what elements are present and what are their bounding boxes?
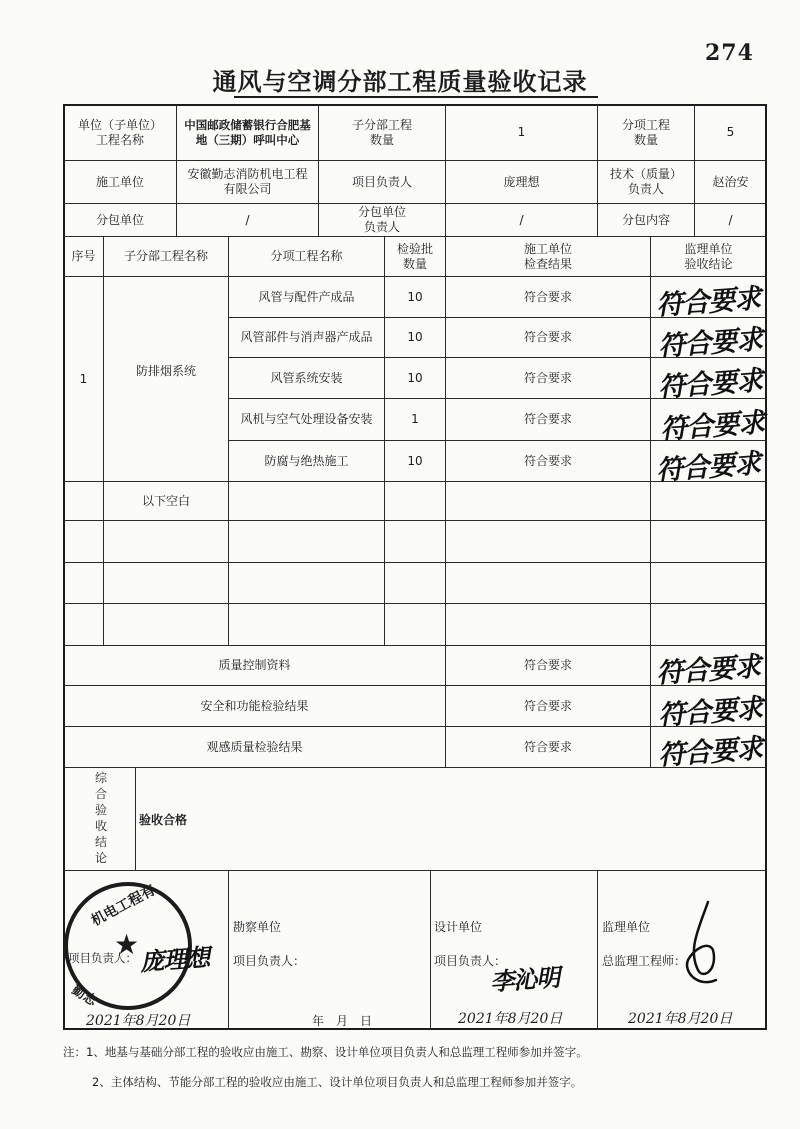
row-accept-signature: 符合要求	[659, 407, 766, 446]
design-date: 2021年8月20日	[458, 1011, 563, 1027]
grid-line	[63, 520, 767, 521]
supervision-role: 总监理工程师：	[602, 954, 687, 968]
grid-line	[63, 562, 767, 563]
stamp-text: 机电工程有	[88, 882, 159, 930]
subcontractor-value: /	[245, 212, 250, 227]
supervision-unit-label: 监理单位	[602, 920, 651, 934]
row-batch-count: 10	[407, 453, 423, 468]
survey-role: 项目负责人：	[233, 954, 306, 968]
row-accept-signature: 符合要求	[657, 365, 764, 404]
sub-content-label: 分包内容	[621, 212, 670, 227]
row-item-name: 风管部件与消声器产成品	[240, 330, 373, 344]
grid-line	[650, 236, 651, 767]
survey-date: 年 月 日	[312, 1014, 373, 1028]
summary-label: 观感质量检验结果	[206, 739, 303, 754]
grid-line	[63, 870, 767, 871]
column-header-batch: 检验批 数量	[396, 241, 433, 271]
column-header-seq: 序号	[71, 249, 96, 263]
contractor-label: 施工单位	[95, 174, 144, 189]
conclusion-text: 验收合格	[139, 813, 188, 827]
tech-label: 技术（质量） 负责人	[609, 167, 682, 196]
grid-line	[430, 870, 431, 1030]
design-unit-label: 设计单位	[434, 920, 483, 934]
summary-accept-signature: 符合要求	[657, 733, 764, 772]
column-header-item: 分项工程名称	[270, 249, 343, 263]
grid-line	[597, 870, 598, 1030]
row-check-result: 符合要求	[523, 412, 572, 426]
column-header-check: 施工单位 检查结果	[523, 241, 572, 271]
note-line: 注：1、地基与基础分部工程的验收应由施工、勘察、设计单位项目负责人和总监理工程师参加并签字。	[63, 1045, 588, 1059]
page-title: 通风与空调分部工程质量验收记录	[212, 68, 588, 96]
subcontractor-label: 分包单位	[95, 212, 144, 227]
unit-value: 中国邮政储蓄银行合肥基 地（三期）呼叫中心	[184, 117, 311, 147]
construction-date: 2021年8月20日	[86, 1013, 191, 1029]
row-accept-signature: 符合要求	[655, 448, 762, 487]
summary-check-result: 符合要求	[523, 658, 572, 672]
pm-value: 庞理想	[503, 174, 540, 189]
column-header-accept: 监理单位 验收结论	[684, 241, 733, 271]
construction-signature: 庞理想	[139, 942, 211, 977]
summary-accept-signature: 符合要求	[655, 651, 762, 690]
row-check-result: 符合要求	[523, 453, 572, 468]
row-batch-count: 10	[407, 330, 423, 344]
sub-content-value: /	[728, 212, 733, 227]
supervision-signature-mark	[668, 900, 728, 990]
conclusion-label: 综 合 验 收 结 论	[94, 771, 107, 865]
item-count-value: 5	[726, 125, 735, 139]
design-role: 项目负责人：	[434, 954, 507, 968]
summary-label: 安全和功能检验结果	[200, 698, 309, 713]
row-item-name: 风机与空气处理设备安装	[240, 412, 373, 426]
group-seq: 1	[79, 371, 88, 386]
unit-label: 单位（子单位） 工程名称	[77, 117, 162, 147]
note-line: 2、主体结构、节能分部工程的验收应由施工、设计单位项目负责人和总监理工程师参加并签字。	[92, 1075, 583, 1089]
stamp-text-lower: 勤志	[68, 982, 99, 1010]
row-accept-signature: 符合要求	[657, 324, 764, 363]
row-item-name: 风管系统安装	[270, 370, 343, 385]
group-name: 防排烟系统	[135, 363, 196, 378]
construction-role: 项目负责人：	[68, 951, 137, 965]
survey-unit-label: 勘察单位	[233, 920, 282, 934]
contractor-value: 安徽勤志消防机电工程 有限公司	[187, 167, 308, 196]
row-item-name: 防腐与绝热施工	[264, 453, 349, 468]
grid-line	[63, 603, 767, 604]
sub-count-value: 1	[517, 125, 526, 139]
summary-check-result: 符合要求	[523, 698, 572, 713]
design-signature: 李沁明	[489, 962, 561, 997]
grid-line	[228, 870, 229, 1030]
item-count-label: 分项工程 数量	[621, 117, 670, 147]
sub-pm-label: 分包单位 负责人	[357, 205, 406, 234]
row-batch-count: 1	[411, 412, 419, 426]
row-batch-count: 10	[407, 289, 423, 304]
summary-accept-signature: 符合要求	[657, 693, 764, 732]
grid-line	[135, 767, 136, 870]
column-header-subdivision: 子分部工程名称	[123, 249, 208, 263]
row-item-name: 风管与配件产成品	[258, 289, 355, 304]
row-accept-signature: 符合要求	[655, 283, 762, 322]
blank-note: 以下空白	[141, 493, 190, 508]
tech-value: 赵治安	[712, 174, 749, 189]
sub-count-label: 子分部工程 数量	[351, 117, 412, 147]
title-underline	[234, 96, 598, 98]
row-batch-count: 10	[407, 370, 423, 385]
sub-pm-value: /	[519, 212, 524, 227]
summary-label: 质量控制资料	[218, 658, 291, 672]
summary-check-result: 符合要求	[523, 739, 572, 754]
pm-label: 项目负责人	[351, 174, 412, 189]
row-check-result: 符合要求	[523, 289, 572, 304]
row-check-result: 符合要求	[523, 370, 572, 385]
page-number: 274	[705, 40, 754, 66]
row-check-result: 符合要求	[523, 330, 572, 344]
stamp-star-icon: ★	[114, 928, 140, 961]
supervision-date: 2021年8月20日	[628, 1011, 733, 1027]
